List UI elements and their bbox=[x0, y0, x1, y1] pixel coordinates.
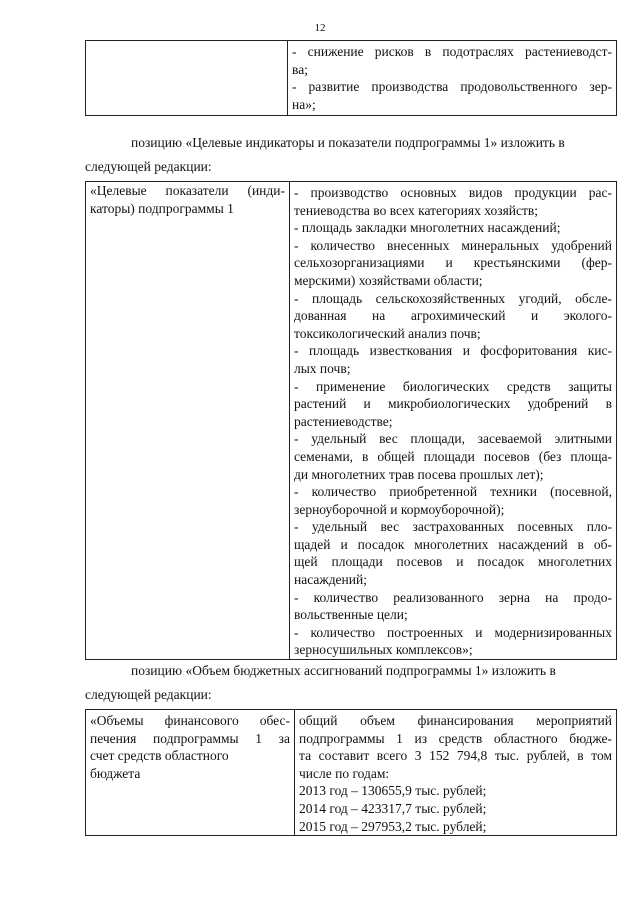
text-line: - количество реализованного зерна на продо- bbox=[294, 589, 612, 605]
paragraph-indicators-line1: позицию «Целевые индикаторы и показатели подпрограммы 1» изложить в bbox=[131, 135, 565, 150]
paragraph-indicators-line2: следующей редакции: bbox=[85, 159, 212, 174]
text-line: на»; bbox=[292, 96, 316, 112]
text-line: - производство основных видов продукции рас- bbox=[294, 185, 612, 200]
text-line: счет средств областного bbox=[90, 748, 229, 764]
text-line: числе по годам: bbox=[299, 765, 390, 781]
indicators-right-cell bbox=[290, 182, 617, 660]
page-number: 12 bbox=[314, 22, 326, 34]
text-line: мерскими) хозяйствами области; bbox=[294, 272, 483, 288]
text-line: 2015 год – 297953,2 тыс. рублей; bbox=[299, 818, 487, 834]
text-line: печения подпрограммы 1 за bbox=[90, 730, 290, 746]
text-line: дованная на агрохимический и эколого- bbox=[294, 308, 612, 324]
text-line: каторы) подпрограммы 1 bbox=[90, 200, 234, 216]
text-line: «Объемы финансового обес- bbox=[90, 713, 290, 728]
text-line: растениеводстве; bbox=[294, 413, 393, 429]
text-line: - количество построенных и модернизированных bbox=[294, 624, 612, 640]
text-line: общий объем финансирования мероприятий bbox=[299, 713, 612, 728]
paragraph-budget-line2: следующей редакции: bbox=[85, 687, 212, 702]
text-line: 2013 год – 130655,9 тыс. рублей; bbox=[299, 783, 487, 799]
text-line: зерноуборочной и кормоуборочной); bbox=[294, 501, 505, 517]
text-line: - применение биологических средств защиты bbox=[294, 378, 612, 394]
text-line: лых почв; bbox=[294, 360, 351, 376]
text-line: - количество внесенных минеральных удобрений bbox=[294, 237, 612, 253]
text-line: - развитие производства продовольственного зер- bbox=[292, 79, 612, 95]
text-line: - количество приобретенной техники (посевной, bbox=[294, 484, 612, 500]
text-line: «Целевые показатели (инди- bbox=[90, 183, 285, 198]
text-line: - площадь сельскохозяйственных угодий, обсле- bbox=[294, 290, 612, 306]
paragraph-budget-line1: позицию «Объем бюджетных ассигнований подпрограммы 1» изложить в bbox=[131, 663, 556, 678]
text-line: - удельный вес застрахованных посевных пло- bbox=[294, 519, 612, 535]
continuation-right-cell bbox=[288, 41, 617, 116]
text-line: ва; bbox=[292, 61, 308, 77]
text-line: щей площади посевов и посадок многолетних bbox=[294, 554, 612, 570]
text-line: 2014 год – 423317,7 тыс. рублей; bbox=[299, 800, 487, 816]
text-line: зерносушильных комплексов»; bbox=[294, 642, 473, 658]
text-line: насаждений; bbox=[294, 572, 367, 588]
indicators-left-cell bbox=[86, 182, 290, 660]
text-line: токсикологический анализ почв; bbox=[294, 325, 481, 341]
text-line: - удельный вес площади, засеваемой элитными bbox=[294, 431, 612, 447]
text-line: щадей и посадок многолетних насаждений в об- bbox=[294, 536, 612, 552]
text-line: - площадь закладки многолетних насаждений; bbox=[294, 220, 561, 236]
text-line: сельхозорганизациями и крестьянскими (фер- bbox=[294, 255, 612, 271]
text-line: вольственные цели; bbox=[294, 607, 408, 623]
text-line: тениеводства во всех категориях хозяйств; bbox=[294, 202, 539, 218]
funding-table bbox=[85, 709, 617, 836]
text-line: подпрограммы 1 из средств областного бюдже- bbox=[299, 730, 612, 746]
continuation-table bbox=[85, 40, 617, 116]
text-line: та составит всего 3 152 794,8 тыс. рублей, в том bbox=[299, 748, 612, 764]
continuation-left-cell bbox=[86, 41, 288, 116]
text-line: ди многолетних трав посева прошлых лет); bbox=[294, 466, 544, 482]
funding-right-cell bbox=[295, 710, 617, 836]
funding-left-cell bbox=[86, 710, 295, 836]
text-line: семенами, в общей площади посевов (без площа- bbox=[294, 448, 612, 464]
text-line: - снижение рисков в подотраслях растениеводст- bbox=[292, 44, 612, 59]
text-line: бюджета bbox=[90, 765, 141, 781]
text-line: - площадь известкования и фосфоритования кис- bbox=[294, 343, 612, 359]
text-line: растений и микробиологических удобрений в bbox=[294, 396, 612, 412]
indicators-table bbox=[85, 181, 617, 660]
